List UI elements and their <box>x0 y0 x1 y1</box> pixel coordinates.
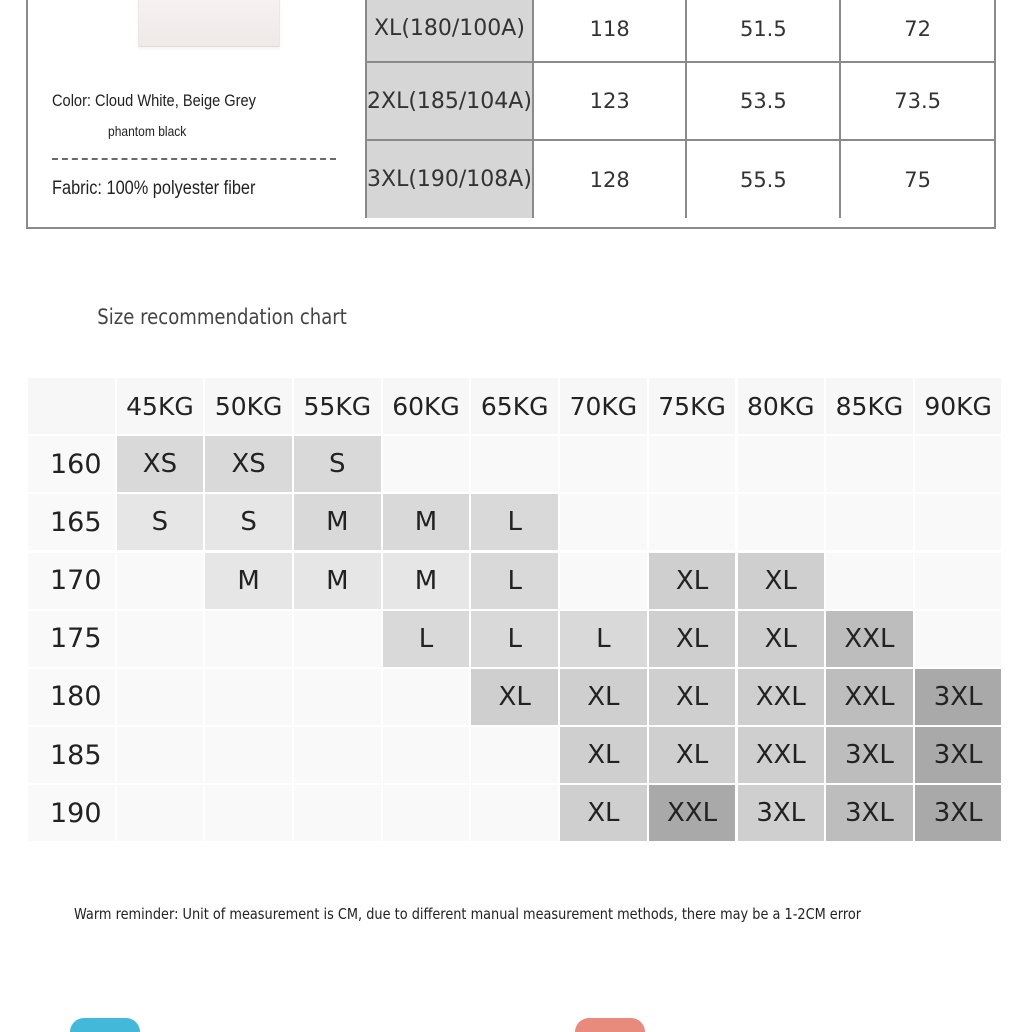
size-recommendation-cell <box>383 436 470 492</box>
size-recommendation-cell <box>294 669 381 725</box>
size-recommendation-cell <box>471 727 558 783</box>
height-header: 165 <box>28 494 115 550</box>
height-header: 160 <box>28 436 115 492</box>
size-recommendation-cell: XL <box>560 669 647 725</box>
decorative-blue-circle <box>70 1018 140 1032</box>
size-recommendation-cell: 3XL <box>915 727 1002 783</box>
size-recommendation-cell <box>383 785 470 841</box>
size-recommendation-cell <box>471 436 558 492</box>
size-recommendation-cell: XL <box>649 727 736 783</box>
measure-cell: 72 <box>840 0 994 62</box>
size-recommendation-cell: XXL <box>826 611 913 667</box>
size-recommendation-cell <box>738 494 825 550</box>
size-recommendation-cell <box>560 494 647 550</box>
size-recommendation-cell: 3XL <box>915 669 1002 725</box>
size-recommendation-cell: S <box>117 494 204 550</box>
size-recommendation-cell: XL <box>560 785 647 841</box>
weight-header: 55KG <box>294 378 381 434</box>
color-extra: phantom black <box>108 123 187 139</box>
size-cell: 3XL(190/108A) <box>366 140 533 218</box>
size-table-row <box>366 140 994 218</box>
weight-header: 90KG <box>915 378 1002 434</box>
product-photo <box>138 0 280 47</box>
height-header: 185 <box>28 727 115 783</box>
size-table-row <box>366 0 994 62</box>
size-recommendation-cell <box>294 727 381 783</box>
size-recommendation-cell <box>649 494 736 550</box>
size-recommendation-cell: XXL <box>826 669 913 725</box>
size-recommendation-cell: XL <box>560 727 647 783</box>
size-recommendation-cell <box>738 436 825 492</box>
size-recommendation-cell: L <box>471 494 558 550</box>
measure-cell: 118 <box>533 0 687 62</box>
size-recommendation-cell: XL <box>649 611 736 667</box>
size-recommendation-cell <box>560 553 647 609</box>
size-recommendation-cell: M <box>294 494 381 550</box>
size-recommendation-cell <box>560 436 647 492</box>
size-recommendation-cell: XS <box>205 436 292 492</box>
measure-cell: 73.5 <box>840 62 994 140</box>
size-recommendation-cell: L <box>560 611 647 667</box>
measure-cell: 53.5 <box>686 62 840 140</box>
weight-header: 70KG <box>560 378 647 434</box>
size-recommendation-cell: XL <box>738 553 825 609</box>
size-table-row <box>366 62 994 140</box>
size-recommendation-cell <box>205 727 292 783</box>
weight-header: 50KG <box>205 378 292 434</box>
size-recommendation-cell <box>915 611 1002 667</box>
size-recommendation-cell: XL <box>738 611 825 667</box>
size-recommendation-cell <box>294 611 381 667</box>
size-recommendation-cell <box>117 611 204 667</box>
size-recommendation-cell <box>117 785 204 841</box>
weight-header: 65KG <box>471 378 558 434</box>
size-recommendation-cell: S <box>205 494 292 550</box>
grid-corner <box>28 378 115 434</box>
size-recommendation-cell: 3XL <box>738 785 825 841</box>
size-recommendation-cell: L <box>471 611 558 667</box>
weight-header: 85KG <box>826 378 913 434</box>
measure-cell: 128 <box>533 140 687 218</box>
size-recommendation-cell <box>117 727 204 783</box>
size-recommendation-cell <box>205 611 292 667</box>
size-recommendation-cell: XXL <box>649 785 736 841</box>
size-recommendation-cell: XS <box>117 436 204 492</box>
size-recommendation-cell: XL <box>649 553 736 609</box>
size-recommendation-cell <box>383 669 470 725</box>
height-header: 170 <box>28 553 115 609</box>
size-cell: XL(180/100A) <box>366 0 533 62</box>
weight-header: 75KG <box>649 378 736 434</box>
measure-cell: 55.5 <box>686 140 840 218</box>
size-recommendation-cell <box>915 436 1002 492</box>
fabric-label: Fabric: 100% polyester fiber <box>52 178 256 199</box>
size-recommendation-cell <box>117 553 204 609</box>
weight-header: 45KG <box>117 378 204 434</box>
size-measurement-table <box>365 0 994 218</box>
size-recommendation-cell <box>471 785 558 841</box>
size-recommendation-cell <box>826 436 913 492</box>
measure-cell: 51.5 <box>686 0 840 62</box>
size-recommendation-cell: M <box>294 553 381 609</box>
size-recommendation-cell <box>205 669 292 725</box>
size-recommendation-cell: L <box>471 553 558 609</box>
size-recommendation-cell: 3XL <box>826 727 913 783</box>
size-recommendation-cell <box>383 727 470 783</box>
size-recommendation-cell: M <box>205 553 292 609</box>
size-cell: 2XL(185/104A) <box>366 62 533 140</box>
height-header: 175 <box>28 611 115 667</box>
size-recommendation-cell <box>915 494 1002 550</box>
size-recommendation-cell <box>826 553 913 609</box>
size-recommendation-cell: 3XL <box>826 785 913 841</box>
size-recommendation-cell: XXL <box>738 727 825 783</box>
height-header: 180 <box>28 669 115 725</box>
size-recommendation-cell <box>649 436 736 492</box>
decorative-red-circle <box>575 1018 645 1032</box>
size-recommendation-grid <box>28 378 1001 841</box>
measure-cell: 123 <box>533 62 687 140</box>
size-recommendation-cell <box>117 669 204 725</box>
size-recommendation-cell <box>826 494 913 550</box>
size-recommendation-cell <box>205 785 292 841</box>
color-label: Color: Cloud White, Beige Grey <box>52 91 256 110</box>
size-recommendation-cell: 3XL <box>915 785 1002 841</box>
size-recommendation-cell: L <box>383 611 470 667</box>
size-recommendation-cell <box>915 553 1002 609</box>
size-recommendation-cell: M <box>383 553 470 609</box>
dashed-divider <box>52 158 336 160</box>
product-info-panel <box>26 0 996 229</box>
warm-reminder: Warm reminder: Unit of measurement is CM, due to different manual measurement methods, there may be a 1-2CM error <box>74 905 862 923</box>
weight-header: 60KG <box>383 378 470 434</box>
size-recommendation-cell: XL <box>471 669 558 725</box>
size-recommendation-cell: XL <box>649 669 736 725</box>
weight-header: 80KG <box>738 378 825 434</box>
size-recommendation-cell <box>294 785 381 841</box>
height-header: 190 <box>28 785 115 841</box>
size-recommendation-cell: S <box>294 436 381 492</box>
measure-cell: 75 <box>840 140 994 218</box>
size-recommendation-cell: XXL <box>738 669 825 725</box>
size-recommendation-cell: M <box>383 494 470 550</box>
recommendation-title: Size recommendation chart <box>97 305 347 329</box>
